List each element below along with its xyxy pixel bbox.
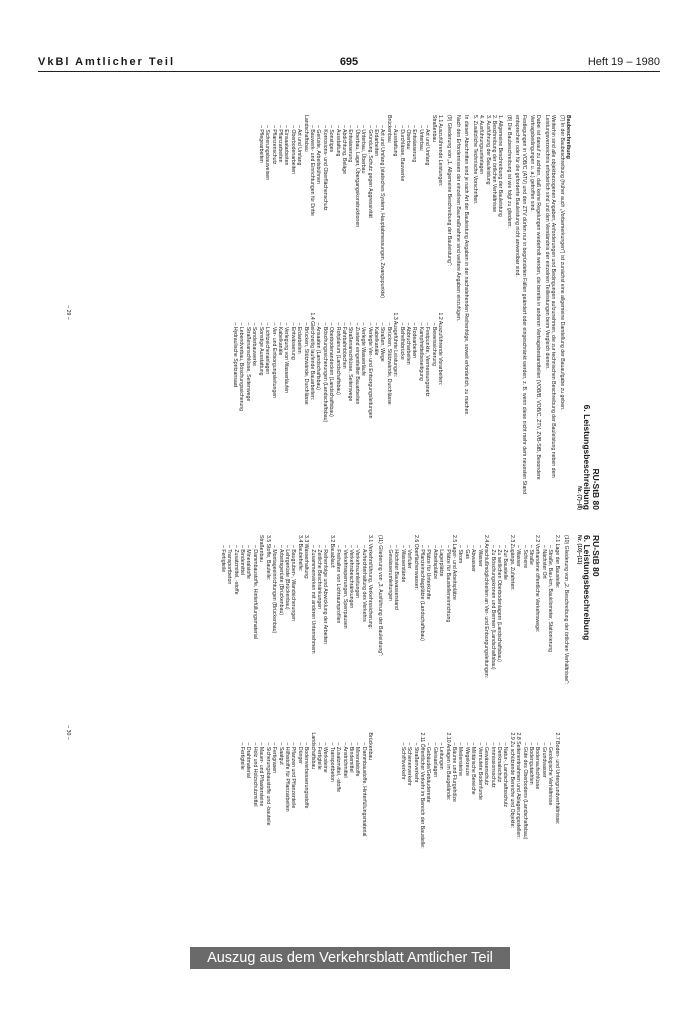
list-item: – Beweissicherung [430, 322, 437, 367]
left-page [65, 115, 600, 510]
list-item: – Reihenfolge und Abwicklung der Arbeiten [322, 545, 329, 644]
list-item: – Gewässerschutz [483, 742, 490, 786]
list-item: Straßenbau [430, 115, 437, 143]
list-item: – Transportbeton [226, 545, 233, 585]
left-list-a [232, 115, 443, 313]
list-item: – Art und Umfang (statisches System, Hauptabmessungen, Zwangspunkte) [379, 125, 386, 299]
list-item: – Kampfmittelbeseitigung [417, 322, 424, 381]
list-item: – Entwässerung [411, 125, 418, 163]
list-item: – Lehrgerüste (Brückenbau) [283, 545, 290, 610]
list-item: – Mauer- und Pflastersteine [258, 742, 265, 807]
list-item: – Sicherungsbaustoffe und -bauteile [264, 742, 271, 826]
left-title-code: RU-StB 80 [591, 468, 601, 510]
list-item: – Brücken, Stützwände, Durchlässe [302, 322, 309, 405]
list-item: 2.2 Vorhandene öffentliche Verkehrswege: [534, 535, 541, 633]
header-rule [38, 71, 660, 72]
list-item: – Gas [463, 545, 470, 559]
list-item: 2.3 Zugänge, Zufahrten: [508, 535, 515, 591]
list-item: – Verlegte Ver- und Entsorgungsleitungen [366, 322, 373, 419]
list-item: – Straße, Bau-km, Baukilometer, Stationierung [547, 545, 554, 652]
list-item: – Freihalten von Lichtraumprofilen [335, 545, 342, 624]
list-item: – Gebäude/Gebäudereste [425, 742, 432, 803]
list-item: – Baugruben-, Wandsicherungen [290, 545, 297, 621]
right-title-numbers: Nr. (10)–(11) [576, 535, 582, 565]
list-item: – Verkehrssperrungen, Sperrpausen [341, 545, 348, 629]
list-item: – Grundwasser [540, 742, 547, 778]
list-item: – Zusatzmittel, -stoffe [232, 545, 239, 595]
list-item: 2.5 Lager- und Arbeitsplätze [451, 535, 458, 600]
list-item: – Zustand eingestellter Bauarbeiten [353, 322, 360, 405]
list-item: – Lichtzeichenanlagen [264, 322, 271, 375]
list-item: – Pflanzarbeiten [276, 125, 283, 163]
list-item: – Straßenverkehr [412, 742, 419, 783]
list-item: – Höchster Bauwasserstand [393, 545, 400, 610]
paragraph: In diesen Abschnitten sind je nach Art der Bauleistung Angaben in der nachstehenden Reihenfolge, soweit erforderlich, zu machen. [463, 115, 470, 416]
list-item: – Vorfluter [406, 545, 413, 569]
list-item: – Böschungssicherungen (Landschaftsbau) [321, 322, 328, 423]
right-page [65, 535, 600, 930]
list-item: – Rodearbeiten [411, 322, 418, 358]
list-item: – Abwasser [470, 545, 477, 572]
list-item: – Verlegung von Wasserläufen [283, 322, 290, 393]
list-item: 2.7 Boden- und Untergrundverhältnisse: [553, 732, 560, 825]
list-item: – Straße [527, 545, 534, 565]
list-item: – Pflanzen und Pflanzenteile [290, 742, 297, 809]
footer-banner: Auszug aus dem Verkehrsblatt Amtlicher Teil [190, 947, 510, 969]
left-title-main: 6. Leistungsbeschreibung [582, 404, 592, 510]
list-item: 2.9 Zu schützende Bereiche und Objekte: [508, 732, 515, 828]
right-title-code: RU-StB 80 [591, 535, 601, 577]
list-item: – Leitungen [438, 742, 445, 770]
list-item: – Fertigteile [219, 545, 226, 573]
right-list-a [387, 535, 560, 733]
list-item: – Abbrucharbeiten [405, 322, 412, 365]
list-item: – Ansaaten (Landschaftsbau) [315, 322, 322, 390]
list-item: – Durchlässe, Bauwerke [398, 125, 405, 182]
list-item: – Oberbodenandecken (Landschaftsbau) [328, 322, 335, 417]
list-item: – Meilensteine [457, 742, 464, 776]
list-item: – Kabelkanäle [373, 322, 380, 356]
right-intro: (10) Gliederung von „2. Beschreibung der örtlichen Verhältnisse": [563, 535, 569, 685]
list-item: – Sonstige Ausstattung [257, 322, 264, 376]
list-item: – Hilfsstoffe für Pflanzarbeiten [283, 742, 290, 812]
list-item: 3.1 Verkehrsführung, Verkehrssicherung: [367, 535, 374, 630]
paragraph: (8) Die Baubeschreibung ist wie folgt zu gliedern: [505, 115, 512, 228]
list-item: – Bodenaufschlüsse [534, 742, 541, 790]
list-item: – Oberbau [405, 125, 412, 150]
right-lists-bottom [219, 535, 373, 930]
paragraph: 2. Beschreibung der örtlichen Verhältnisse [490, 115, 497, 213]
list-item: – Bodenverbesserungsstoffe [303, 742, 310, 809]
section-heading: Baubeschreibung [565, 115, 571, 159]
list-item: 1.4 Gleichzeitig laufende Bauarbeiten: [308, 312, 315, 401]
list-item: – Natur-, Landschaftsschutz [502, 742, 509, 808]
list-item: – Dammbaustoffe, Hinterfüllungsmaterial [251, 545, 258, 639]
list-item: – Wasser [515, 545, 522, 567]
list-item: – Bindemittel [239, 545, 246, 575]
list-item: – Fahrbahnböschen [341, 322, 347, 369]
right-list-d [219, 733, 373, 931]
list-item: – Art und Umfang [296, 125, 303, 166]
list-item: – Vermutete Bodenfunde [476, 742, 483, 800]
list-item: – Sonstiges [328, 125, 335, 153]
list-item: – Güte des Oberbodens (Landschaftsbau) [521, 742, 528, 840]
list-item: – Erdarbeiten [373, 125, 380, 157]
list-item: Straßenbau [258, 535, 265, 563]
list-item: 2.8 Seitenentnahmen und Ablagerungsstellen: [515, 732, 522, 839]
paragraph: (7) In der Baubeschreibung (früher auch „Vorbemerkungen") ist zunächst eine allgemeine Darstellung der Bauaufgabe zu geben. [558, 115, 565, 411]
list-item: – Ver- und Entsorgungsleitungen [270, 322, 277, 399]
list-item: – Entwässerung [347, 125, 354, 163]
list-item: – Gründung, Schutz gegen Aggressivität [366, 125, 373, 218]
list-item: – Hydraulische Spritzansaat [232, 322, 239, 388]
list-item: – Fertigteile [239, 742, 246, 770]
list-item: – Unterbau [417, 125, 424, 151]
list-item: – Sicherungsbauweisen [264, 125, 271, 181]
right-page-title [575, 535, 600, 930]
list-item: – Bodengutachten [527, 742, 534, 785]
list-item: Brückenbau [385, 115, 392, 143]
list-item: – Nächster Ort [540, 545, 547, 579]
list-item: – Erdarbeiten [296, 322, 303, 354]
list-item: – Unterbau, Überbau [360, 125, 367, 174]
list-item: – Plätze für Baustelleneinrichtung [444, 545, 451, 623]
list-item: – Korrosions- und Oberflächenschutz [321, 125, 328, 211]
list-item: – Zu seitlichen Oberbodenlagern (Landschaftsbau) [495, 545, 502, 662]
list-item: – Sonderbauwerke [251, 322, 258, 367]
list-item: 1.3 Ausgeführte Leistungen: [392, 312, 399, 378]
right-lists-top [387, 535, 560, 930]
list-item: 3.4 Baubehelfe: [296, 535, 303, 572]
list-item: – Rohplanum (Landschaftsbau) [334, 322, 341, 395]
list-item: – Fertigteile [315, 742, 322, 770]
list-item: – Gewässerumleitungen [387, 545, 394, 601]
list-item: – Wasser [476, 545, 483, 567]
list-item: 2.4 Anschlußmöglichkeiten an Ver- und Entsorgungsleitungen: [483, 535, 490, 679]
list-item: – Verkehrsbeschränkungen [348, 545, 354, 609]
list-item: – Strom [457, 545, 464, 564]
list-item: – Einsaatarbeiten [283, 125, 290, 166]
list-item: – Arbeitsgerüste (Brückenbau) [277, 545, 284, 616]
paragraph: Festlegungen in VOB/C (ATV) und den ZTV dürfen nur in begründeten Fällen geändert oder eingeschränkt werden, z. B. wenn diese nicht mehr dem neuesten Stand entsprechen oder für die geforderte Bauleistung nicht anwendbar sind. [514, 115, 527, 495]
list-item: 2.6 Oberflächenwasser: [412, 535, 419, 590]
list-item: – Geologische Verhältnisse [547, 742, 554, 806]
list-item: – Dünger [296, 742, 303, 764]
list-item: – Gleisanlagen [431, 742, 438, 778]
list-item: – Pflanzenschutz [270, 125, 277, 165]
list-item: – Zusammenwirken mit anderen Unternehmern [309, 545, 316, 654]
list-item: – Überbau, Lager, Übergangskonstruktionen [353, 125, 360, 228]
list-item: – Lebendverbau, Böschungssicherung [238, 322, 245, 412]
list-item: 2.10 Anlagen im Baugelände: [444, 732, 451, 801]
list-item: – Denkmalschutz [495, 742, 502, 783]
list-item: – Immissionsschutz [489, 742, 496, 788]
list-item: – Ausstattung [392, 125, 399, 157]
list-item: Landschaftsbau [309, 732, 316, 770]
left-page-title [575, 115, 600, 510]
list-item: – Kabelkanäle [276, 322, 283, 356]
right-intro-2: (11) Gliederung von „3. Ausführung der Bauleistung": [376, 535, 383, 657]
left-paragraphs [446, 115, 565, 510]
list-item: 3.5 Stoffe, Bauteile: [264, 535, 271, 581]
list-item: – Gerüste, Arbeitsbühnen [315, 125, 322, 184]
list-item: – Zusatzmittel, -stoffe [335, 742, 342, 792]
list-item: – Arbeitsplätze [431, 545, 438, 580]
list-item: 2.11 Öffentlicher Verkehr im Bereich der Baustelle: [419, 732, 426, 849]
left-list-b [232, 313, 443, 511]
list-item: – Wegekreuze [463, 742, 470, 776]
list-item: – Straßenanschlüsse, Seitenwege [244, 322, 251, 402]
right-page-number: – 30 – [65, 725, 72, 740]
list-item: – Zeitliche Beschränkungen [315, 545, 322, 610]
paragraph: Dabei ist darauf zu achten, daß keine Regelungen wiederholt werden, die bereits in anderen Vertragsbestandteilen (VOB/B, VOB/C, ZTV, ZVB-StB, Besondere Vertragsbedingungen u. a.) getroffen sind. [528, 115, 542, 480]
paragraph: (9) Gliederung von „1. Allgemeine Beschreibung der Bauleistung": [446, 115, 453, 267]
list-item: – Festpunkte, Vermessungsnetz [424, 322, 431, 397]
right-list-b [387, 733, 560, 931]
list-item: – Verkehrsumleitungen [354, 545, 361, 599]
list-item: – Brücken, Stützwände, Durchlässe [385, 322, 392, 405]
list-item: – Aufrechterhaltung des Verkehrs [360, 545, 367, 622]
list-item: – Bäume und Flurgehölze [451, 742, 458, 802]
running-header [38, 56, 660, 72]
left-title-numbers: Nr. (7)–(8) [576, 486, 582, 510]
list-item: – Zu Böschungskronen und Bermen (Landschaftsbau) [489, 545, 496, 670]
left-page-number: – 29 – [65, 305, 72, 320]
list-item: – Pflegearbeiten [257, 125, 264, 163]
list-item: – Schienenverkehr [406, 742, 413, 786]
list-item: – Fertigrasen [271, 742, 278, 774]
list-item: – Verlegte Wasserläufe [360, 322, 367, 376]
list-item: – Mineralstoffe [245, 545, 252, 579]
list-item: – Montageeinrichtungen (Brückenbau) [271, 545, 278, 634]
list-item: – Oberbodenarbeiten [289, 125, 296, 175]
list-item: – Transportbeton [328, 742, 335, 782]
paragraph: 1. Allgemeine Beschreibung der Bauleistung [497, 115, 504, 217]
list-item: 1.2 Auszuführende Vorarbeiten: [437, 312, 444, 386]
list-item: – Abdichtung, Beläge [341, 125, 347, 175]
list-item: – Schiene [521, 545, 528, 569]
issue-label: Heft 19 – 1980 [587, 56, 660, 68]
journal-title: VkBl Amtlicher Teil [38, 56, 176, 68]
list-item: – Zur Baustelle [502, 545, 509, 580]
list-item: – Holz und Holzschutzmittel [251, 742, 258, 807]
list-item: – Bauwerk- und Einrichtungen für Dritte [308, 125, 315, 216]
paragraph: 4. Ausführungsunterlagen [478, 115, 485, 175]
list-item: Landschaftsbau [302, 115, 309, 152]
paragraph: 3. Ausführung der Bauleistung [484, 115, 491, 185]
list-item: – Plätze für Unterkünfte [425, 545, 432, 600]
list-item: Brückenbau [367, 732, 374, 761]
list-item: – Schiffsverkehr [399, 742, 406, 780]
list-item: 2.1 Lage der Baustelle: [553, 535, 560, 589]
list-item: – Werksteine [322, 742, 329, 773]
list-item: – Ausstattung [334, 125, 341, 157]
list-item: – Dammbaustoffe, Hinterfüllungsmaterial [360, 742, 367, 837]
list-item: – Behelfsbrücke [398, 322, 405, 360]
list-item: – Art und Umfang [424, 125, 431, 166]
rotated-spread [65, 115, 600, 940]
list-item: – Saatgut [277, 742, 284, 765]
right-title-main: 6. Leistungsbeschreibung [582, 535, 592, 641]
right-list-c [219, 535, 373, 733]
list-item: – Entwässerung [289, 322, 296, 360]
list-item: 1.1 Auszuführende Leistungen: [437, 115, 444, 187]
page-number: 695 [339, 56, 359, 68]
list-item: – Mineralstoffe [354, 742, 361, 777]
paragraph: Weiterhin sind alle objektbezogenen Angaben, Anforderungen und Bedingungen aufzunehmen, die zur technischen Beschreibung der Bauleistung neben dem Leistungsverzeichnis erforderlich sind und den Verständnis der einzelnen Teilleistungen beim Vergleich dienen. [543, 115, 557, 478]
list-item: – Wasserstände [399, 545, 406, 583]
list-item: – Bindemittel [348, 742, 354, 773]
list-item: 3.2 Bauablauf: [328, 535, 335, 569]
paragraph: Nach den Erfordernissen der einzelnen Baumaßnahme sind weitere Angaben einzufügen. [454, 115, 461, 322]
paragraph: 5. Zusätzliche Technische Vorschriften. [471, 115, 478, 205]
list-item: – Straßenanschlüsse, Seitenwege [347, 322, 354, 402]
list-item: – Lagerplätze [438, 545, 445, 577]
list-item: – Anstrichmittel [341, 742, 348, 778]
list-item: – Pflanzeinschlagplätze (Landschaftsbau) [419, 545, 426, 642]
list-item: – Drahtmaterial [245, 742, 252, 778]
list-item: – Straßen, Wege [379, 322, 386, 362]
left-lists [232, 115, 443, 510]
list-item: – Militärische Bereiche [470, 742, 477, 795]
list-item: 3.3 Wasserhaltung: [303, 535, 310, 580]
